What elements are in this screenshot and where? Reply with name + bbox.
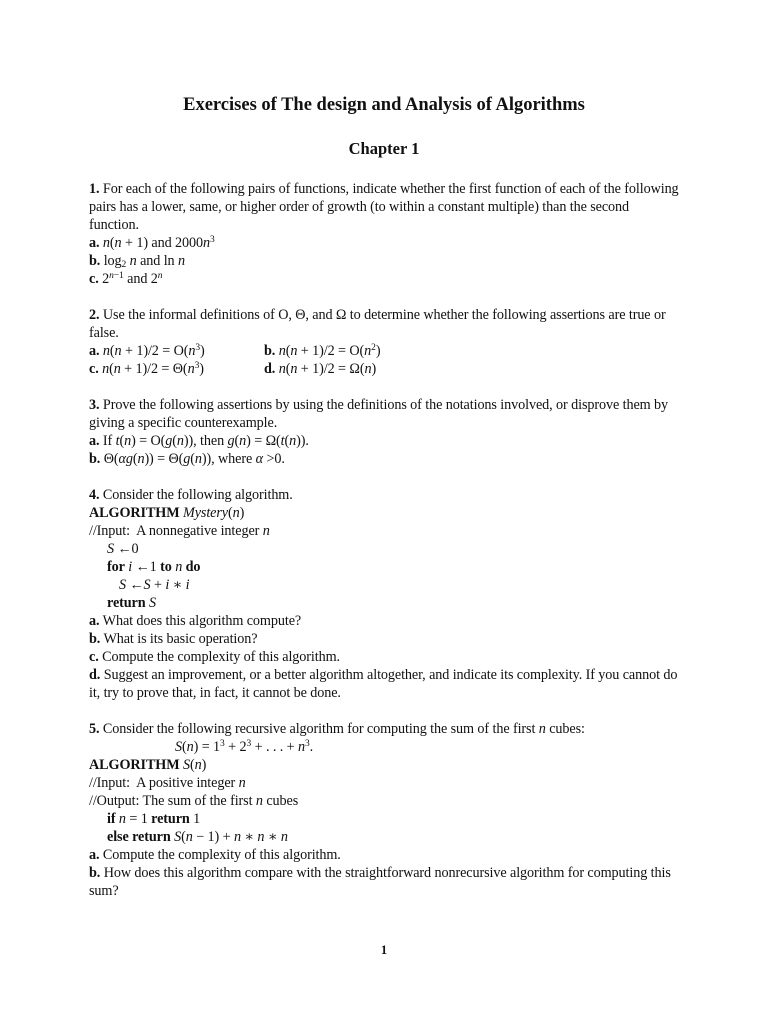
- exercise-5-b: b. How does this algorithm compare with the straightforward nonrecursive algorithm for computing this sum?: [89, 865, 671, 899]
- exercise-number: 3.: [89, 397, 100, 413]
- algorithm-header: ALGORITHM Mystery(n): [89, 505, 245, 521]
- exercise-5: [89, 720, 679, 900]
- exercise-2-row-ab: [89, 342, 679, 360]
- exercise-number: 5.: [89, 721, 100, 737]
- exercise-text: Use the informal definitions of O, Θ, and Ω to determine whether the following assertions are true or false.: [89, 307, 666, 341]
- exercise-2-d: d. n(n + 1)/2 = Ω(n): [264, 361, 377, 377]
- exercise-1-b: b. $\log_2 n$ and ln n: [89, 253, 186, 270]
- exercise-text: For each of the following pairs of functions, indicate whether the first function of each of the following pairs has a lower, same, or higher order of growth (to within a constant multiple) than the second function.: [89, 181, 679, 233]
- exercise-5-a-text: Compute the complexity of this algorithm.: [102, 847, 341, 863]
- algorithm-line-1: if n = 1 return 1: [107, 811, 201, 827]
- exercise-4-b: b. What is its basic operation?: [89, 631, 258, 647]
- algorithm-input: //Input: A nonnegative integer n: [89, 523, 270, 539]
- algorithm-header: ALGORITHM S(n): [89, 757, 207, 773]
- exercise-4-d: d. Suggest an improvement, or a better algorithm altogether, and indicate its complexity. If you cannot do it, try to prove that, in fact, it cannot be done.: [89, 667, 678, 701]
- exercise-4-a-text: What does this algorithm compute?: [102, 613, 302, 629]
- algorithm-input: //Input: A positive integer n: [89, 775, 246, 791]
- document-title: Exercises of The design and Analysis of Algorithms: [183, 95, 585, 115]
- exercise-1: [89, 180, 679, 288]
- exercise-4-d-text: Suggest an improvement, or a better algorithm altogether, and indicate its complexity. If you cannot do it, try to prove that, in fact, it cannot be done.: [89, 667, 678, 701]
- exercise-4-a: a. What does this algorithm compute?: [89, 613, 302, 629]
- exercise-2-b: b. $n(n + 1)/2 = O(n^2)$: [264, 343, 381, 359]
- exercise-4-c-text: Compute the complexity of this algorithm.: [102, 649, 340, 665]
- exercise-5-b-text: How does this algorithm compare with the straightforward nonrecursive algorithm for computing this sum?: [89, 865, 671, 899]
- exercise-2-row-cd: [89, 360, 679, 378]
- exercise-1-prompt: [89, 180, 679, 234]
- exercise-2-c: c. $n(n + 1)/2 = \Theta(n^3)$: [89, 361, 204, 377]
- exercise-text: Consider the following algorithm.: [102, 487, 293, 503]
- chapter-heading: Chapter 1: [348, 139, 420, 158]
- exercise-number: 4.: [89, 487, 100, 503]
- exercise-list: [89, 180, 679, 900]
- exercise-2: [89, 306, 679, 378]
- algorithm-line-2: else return S(n − 1) + n ∗ n ∗ n: [107, 829, 288, 845]
- exercise-5-a: a. Compute the complexity of this algorithm.: [89, 847, 341, 863]
- sum-formula: $S(n) = 1^3 + 2^3$ + . . . + $n^3$.: [175, 739, 314, 755]
- exercise-3-a: a. If t(n) = O(g(n)), then g(n) = Ω(t(n)).: [89, 433, 309, 449]
- exercise-2-prompt: [89, 306, 679, 342]
- algorithm-line-1: S ←0: [107, 541, 139, 557]
- exercise-4-b-text: What is its basic operation?: [103, 631, 258, 647]
- exercise-1-a: a. n(n + 1) and $2000n^3$: [89, 235, 215, 251]
- exercise-2-a: a. $n(n + 1)/2 = O(n^3)$: [89, 343, 205, 359]
- algorithm-line-4: return S: [107, 595, 156, 611]
- exercise-text: Prove the following assertions by using the definitions of the notations involved, or disprove them by giving a specific counterexample.: [89, 397, 669, 431]
- exercise-5-prompt: 5. Consider the following recursive algorithm for computing the sum of the first n cubes:: [89, 721, 585, 737]
- exercise-number: 1.: [89, 181, 100, 197]
- exercise-1-c: c. $2^{n-1}$ and 2$^n$: [89, 271, 163, 287]
- exercise-number: 2.: [89, 307, 100, 323]
- page-number: 1: [380, 943, 388, 957]
- algorithm-output: //Output: The sum of the first n cubes: [89, 793, 299, 809]
- exercise-3-prompt: [89, 396, 679, 432]
- exercise-4-c: c. Compute the complexity of this algorithm.: [89, 649, 340, 665]
- exercise-4-prompt: [89, 486, 679, 504]
- exercise-3: [89, 396, 679, 468]
- exercise-3-b: b. Θ(αg(n)) = Θ(g(n)), where α >0.: [89, 451, 285, 467]
- exercise-4: [89, 486, 679, 702]
- algorithm-line-3: S ←S + i ∗ i: [119, 577, 190, 593]
- algorithm-line-2: for i ←1 to n do: [107, 559, 201, 575]
